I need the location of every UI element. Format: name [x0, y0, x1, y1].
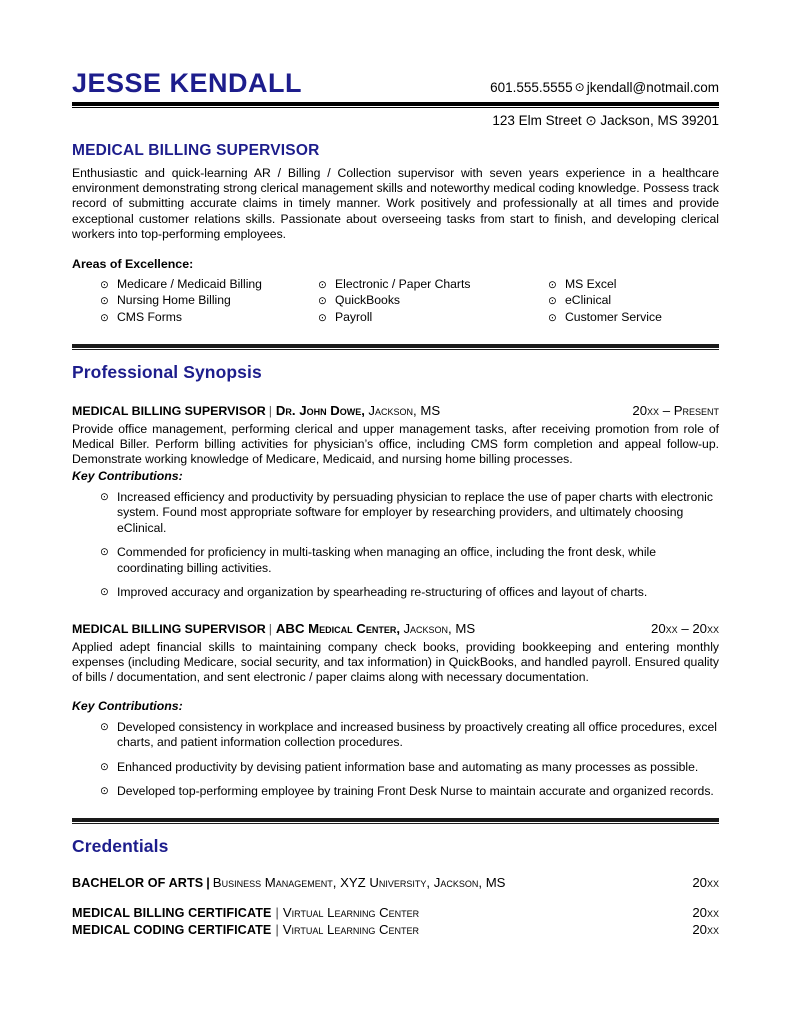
circle-dot-bullet-icon: ⊙: [100, 546, 109, 559]
list-item-label: Enhanced productivity by devising patient information base and automating as many processes as possible.: [117, 759, 699, 774]
credential-row: [72, 922, 719, 938]
resume-header: [72, 70, 719, 97]
list-item: [100, 490, 719, 537]
list-item-label: Electronic / Paper Charts: [335, 277, 471, 292]
list-item-label: Developed consistency in workplace and increased business by proactively creating all office procedures, excel charts, and patient information collection procedures.: [117, 719, 717, 750]
section-heading-professional-synopsis: Professional Synopsis: [72, 361, 262, 382]
credential-detail: Virtual Learning Center: [282, 922, 420, 938]
list-item-label: Increased efficiency and productivity by persuading physician to replace the use of paper charts with electronic system. Found most appropriate software for employer by researching providers, and ultimately choosing eClinical.: [117, 489, 713, 535]
circle-dot-bullet-icon: ⊙: [318, 295, 327, 308]
contact-line: [490, 80, 719, 97]
list-item: [100, 720, 719, 751]
section-divider-credentials: [72, 818, 719, 824]
list-item: [318, 293, 548, 309]
divider-thin: [72, 349, 719, 350]
candidate-name: JESSE KENDALL: [72, 68, 303, 98]
credential-degree: BACHELOR OF ARTS: [72, 876, 204, 891]
credential-left: [72, 922, 419, 938]
experience-entry: [72, 403, 719, 601]
key-contributions-list: [72, 720, 719, 800]
list-item: [100, 784, 719, 800]
professional-summary: Enthusiastic and quick-learning AR / Billing / Collection supervisor with seven years experience in a healthcare environment demonstrating strong clerical management skills and noteworthy medical coding knowledge. Possess track record of submitting accurate claims in timely manner. Work positively and professionally at all times and provide exceptional customer relations skills. Passionate about overseeing tasks from start to finish, and developing clerical workers into top-performing employees.: [72, 166, 719, 241]
list-item: [548, 310, 719, 326]
list-item-label: QuickBooks: [335, 293, 401, 308]
credential-year: 20xx: [692, 875, 719, 891]
experience-header-left: [72, 621, 475, 636]
credential-degree: MEDICAL CODING CERTIFICATE: [72, 923, 272, 938]
job-separator: |: [268, 403, 272, 418]
circle-dot-bullet-icon: ⊙: [100, 295, 109, 308]
job-role: MEDICAL BILLING SUPERVISOR: [72, 403, 266, 418]
job-dates: 20xx – 20xx: [650, 621, 719, 637]
credential-detail: Business Management, XYZ University, Jackson, MS: [212, 875, 506, 891]
header-rule: [72, 102, 719, 108]
experience-header: [72, 621, 719, 636]
list-item: [100, 310, 318, 326]
section-divider-synopsis: [72, 344, 719, 350]
key-contributions-list: [72, 490, 719, 602]
list-item-label: Improved accuracy and organization by spearheading re-structuring of offices and layout of charts.: [117, 585, 648, 600]
credential-separator: |: [275, 923, 279, 938]
experience-entry: [72, 621, 719, 800]
areas-of-excellence-title: Areas of Excellence:: [72, 257, 194, 272]
circle-dot-bullet-icon: ⊙: [548, 279, 557, 292]
job-description: Provide office management, performing clerical and upper management tasks, after receiving promotion from role of Medical Biller. Perform billing activities for physician’s office, including CMS form completion and appeal follow-up. Demonstrate working knowledge of Medicare, Medicaid, and nursing home billing processes.: [72, 421, 719, 467]
address-line: 123 Elm Street ⊙ Jackson, MS 39201: [492, 113, 719, 128]
circle-dot-bullet-icon: ⊙: [100, 586, 109, 599]
header-rule-thin: [72, 107, 719, 108]
phone-number: 601.555.5555: [490, 80, 573, 95]
circle-dot-bullet-icon: ⊙: [100, 490, 109, 503]
list-item-label: Nursing Home Billing: [117, 293, 231, 308]
page-title: MEDICAL BILLING SUPERVISOR: [72, 142, 320, 159]
list-item-label: Medicare / Medicaid Billing: [117, 277, 262, 292]
circle-dot-bullet-icon: ⊙: [100, 720, 109, 733]
list-item: [318, 277, 548, 293]
divider-thin: [72, 823, 719, 824]
list-item: [100, 293, 318, 309]
circle-dot-bullet-icon: ⊙: [100, 760, 109, 773]
credential-year: 20xx: [692, 922, 719, 938]
list-item-label: Commended for proficiency in multi-tasking when managing an office, including the front desk, while coordinating billing activities.: [117, 545, 657, 575]
circle-dot-bullet-icon: ⊙: [318, 279, 327, 292]
list-item-label: eClinical: [565, 293, 612, 308]
circle-dot-bullet-icon: ⊙: [100, 311, 109, 324]
key-contributions-label: Key Contributions:: [72, 698, 183, 713]
job-location: Jackson, MS: [403, 621, 476, 637]
job-description: Applied adept financial skills to maintaining company check books, providing bookkeeping and entering monthly expenses (including Medicare, social security, and tax information) in QuickBooks, and handled payroll. Ensured quality of bills / documentation, and sent electronic / paper claims along with necessary documentation.: [72, 640, 719, 685]
areas-of-excellence-grid: [72, 277, 719, 326]
list-item-label: Developed top-performing employee by training Front Desk Nurse to maintain accurate and organized records.: [117, 784, 714, 799]
credential-separator: |: [275, 906, 279, 921]
job-dates: 20xx – Present: [632, 402, 719, 418]
circle-dot-bullet-icon: ⊙: [318, 311, 327, 324]
list-item: [548, 293, 719, 309]
circle-dot-bullet-icon: ⊙: [100, 279, 109, 292]
credential-separator: |: [206, 876, 210, 891]
job-role: MEDICAL BILLING SUPERVISOR: [72, 622, 266, 637]
credential-left: [72, 905, 419, 921]
list-item: [100, 585, 719, 601]
credential-left: [72, 875, 505, 891]
key-contributions-label: Key Contributions:: [72, 468, 183, 483]
list-item-label: MS Excel: [565, 277, 617, 292]
list-item: [548, 277, 719, 293]
list-item: [318, 310, 548, 326]
list-item: [100, 545, 719, 576]
list-item: [100, 760, 719, 776]
job-employer: Dr. John Dowe,: [275, 402, 365, 418]
dot-separator-icon: ⊙: [574, 80, 585, 94]
list-item-label: Payroll: [335, 309, 373, 324]
experience-header-left: [72, 403, 440, 418]
list-item-label: CMS Forms: [117, 309, 182, 324]
circle-dot-bullet-icon: ⊙: [548, 311, 557, 324]
credential-row: [72, 905, 719, 921]
job-employer: ABC Medical Center,: [275, 621, 400, 637]
list-item: [100, 277, 318, 293]
job-separator: |: [268, 622, 272, 637]
circle-dot-bullet-icon: ⊙: [548, 295, 557, 308]
credential-degree: MEDICAL BILLING CERTIFICATE: [72, 906, 272, 921]
section-heading-credentials: Credentials: [72, 836, 169, 857]
credential-year: 20xx: [692, 905, 719, 921]
credential-row: [72, 875, 719, 891]
list-item-label: Customer Service: [565, 309, 662, 324]
credential-detail: Virtual Learning Center: [282, 905, 420, 921]
job-location: Jackson, MS: [368, 402, 441, 418]
experience-header: [72, 403, 719, 418]
circle-dot-bullet-icon: ⊙: [100, 785, 109, 798]
email-address[interactable]: jkendall@notmail.com: [586, 80, 719, 95]
